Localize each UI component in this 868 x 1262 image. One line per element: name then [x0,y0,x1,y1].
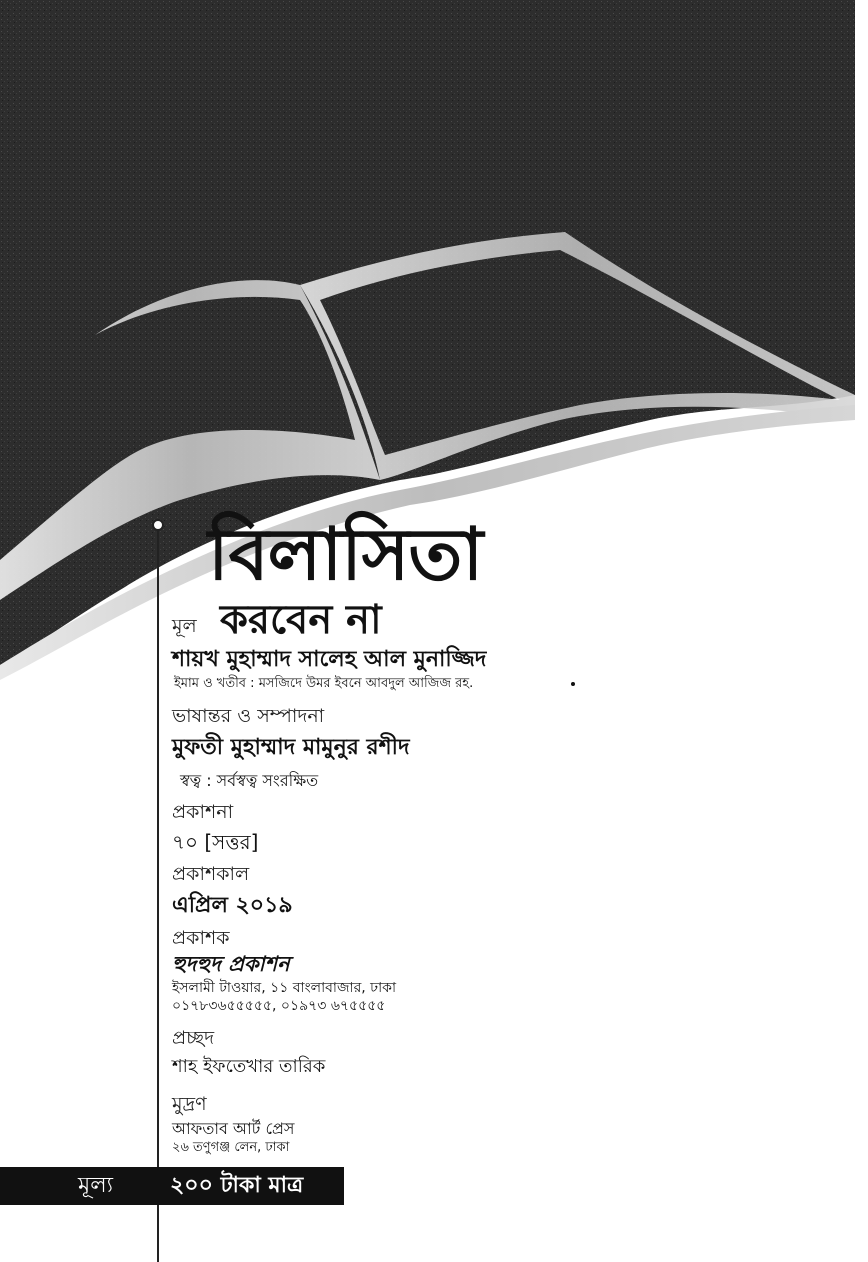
ink-mark [571,682,575,686]
printing-address: ২৬ তণুগঞ্জ লেন, ঢাকা [172,1140,290,1155]
publisher-label: প্রকাশক [172,927,230,949]
author-note: ইমাম ও খতীব : মসজিদে উমর ইবনে আবদুল আজিজ রহ. [174,676,474,691]
rule-pin [152,519,164,531]
publication-value: ৭০ [সত্তর] [172,830,259,854]
publisher-name: হুদহুদ প্রকাশন [172,952,290,976]
price-label: মূল্য [78,1172,113,1198]
copyright-text: স্বত্ব : সর্বস্বত্ব সংরক্ষিত [180,771,319,790]
cover-designer: শাহ ইফতেখার তারিক [172,1056,326,1077]
publisher-phone: ০১৭৮৩৬৫৫৫৫৫, ০১৯৭৩ ৬৭৫৫৫৫ [172,998,386,1014]
vertical-rule [157,527,159,1262]
publish-date-label: প্রকাশকাল [172,863,250,885]
publisher-address: ইসলামী টাওয়ার, ১১ বাংলাবাজার, ঢাকা [172,980,397,996]
top-right-edge [855,0,868,420]
original-label: মূল [172,615,197,637]
original-author: শায়খ মুহাম্মাদ সালেহ আল মুনাজ্জিদ [172,647,487,672]
publish-date-value: এপ্রিল ২০১৯ [172,893,293,918]
printing-press: আফতাব আর্ট প্রেস [172,1119,295,1138]
translation-label: ভাষান্তর ও সম্পাদনা [172,705,325,727]
book-subtitle: করবেন না [220,597,382,643]
book-title: বিলাসিতা [208,512,483,596]
publication-label: প্রকাশনা [172,801,234,823]
cover-label: প্রচ্ছদ [172,1027,215,1049]
price-value: ২০০ টাকা মাত্র [170,1172,304,1198]
translator-name: মুফতী মুহাম্মাদ মামুনুর রশীদ [172,735,410,760]
printing-label: মুদ্রণ [172,1093,207,1115]
price-bar [0,1167,344,1205]
